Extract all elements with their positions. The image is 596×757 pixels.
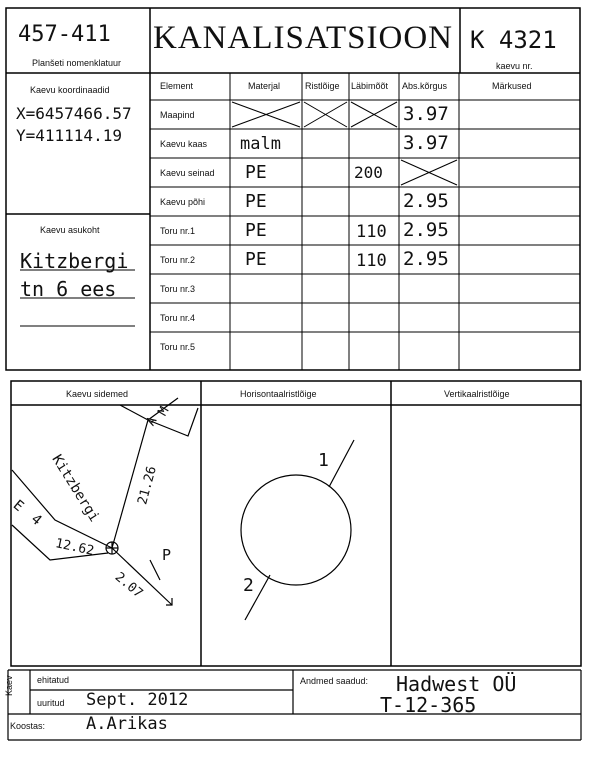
corner-top-num: A [143, 414, 161, 429]
corner-left-num: 4 [27, 511, 45, 529]
row-element: Kaevu seinad [160, 168, 215, 178]
location-line2: tn 6 ees [20, 277, 117, 301]
data-source-value: Hadwest OÜ [396, 672, 517, 696]
built-label: ehitatud [37, 675, 70, 685]
row-element: Toru nr.4 [160, 313, 196, 323]
data-source-label: Andmed saadud: [300, 676, 369, 686]
distance-bottom: 2.07 [111, 569, 146, 602]
distance-top: 21.26 [135, 464, 160, 507]
col-header-notes: Märkused [492, 81, 532, 91]
row-element: Toru nr.5 [160, 342, 196, 352]
row-material: PE [245, 220, 267, 241]
row-element: Maapind [160, 110, 195, 120]
row-element: Toru nr.3 [160, 284, 196, 294]
row-diameter: 110 [356, 251, 387, 271]
coordinate-x: X=6457466.57 [16, 104, 132, 123]
row-material: malm [240, 134, 281, 154]
location-line1: Kitzbergi [20, 249, 129, 273]
col-header-material: Materjal [248, 81, 281, 91]
row-element: Toru nr.2 [160, 255, 196, 265]
row-material: PE [245, 162, 267, 183]
location-label: Kaevu asukoht [40, 225, 100, 235]
surveyed-value: Sept. 2012 [86, 690, 189, 710]
col-header-diameter: Läbimõõt [351, 81, 389, 91]
compiled-value: A.Arikas [86, 714, 168, 734]
compiled-label: Koostas: [10, 721, 46, 731]
distance-left: 12.62 [53, 536, 96, 559]
street-label: Kitzbergi [48, 452, 103, 525]
surveyed-label: uuritud [37, 698, 65, 708]
coordinates-label: Kaevu koordinaadid [30, 85, 110, 95]
tie-label: Kaevu sidemed [66, 389, 129, 399]
map-sheet-value: 457-411 [18, 22, 111, 47]
row-abs-height: 2.95 [403, 190, 449, 212]
pipe-2-label: 2 [243, 575, 254, 596]
well-no-label: kaevu nr. [496, 61, 533, 71]
col-header-cross-section: Ristlõige [305, 81, 340, 91]
row-element: Kaevu põhi [160, 197, 206, 207]
corner-top-label: M [155, 404, 173, 419]
data-source-ref: T-12-365 [380, 693, 477, 717]
corner-left-label: E [9, 497, 27, 515]
horizontal-label: Horisontaalristlõige [240, 389, 317, 399]
coordinate-y: Y=411114.19 [16, 126, 122, 145]
vertical-label: Vertikaalristlõige [444, 389, 510, 399]
row-diameter: 200 [354, 163, 383, 182]
well-label: Kaev [4, 675, 14, 696]
map-sheet-label: Planšeti nomenklatuur [32, 58, 122, 68]
row-abs-height: 2.95 [403, 248, 449, 270]
row-element: Toru nr.1 [160, 226, 196, 236]
page-title: KANALISATSIOON [153, 20, 453, 56]
pipe-1-label: 1 [318, 450, 329, 471]
well-no-value: K 4321 [470, 26, 557, 54]
row-abs-height: 2.95 [403, 219, 449, 241]
row-element: Kaevu kaas [160, 139, 208, 149]
col-header-abs-height: Abs.kõrgus [402, 81, 448, 91]
row-material: PE [245, 249, 267, 270]
row-material: PE [245, 191, 267, 212]
row-abs-height: 3.97 [403, 132, 449, 154]
row-abs-height: 3.97 [403, 103, 449, 125]
row-diameter: 110 [356, 222, 387, 242]
arrow-mark: P [162, 546, 172, 564]
col-header-element: Element [160, 81, 194, 91]
